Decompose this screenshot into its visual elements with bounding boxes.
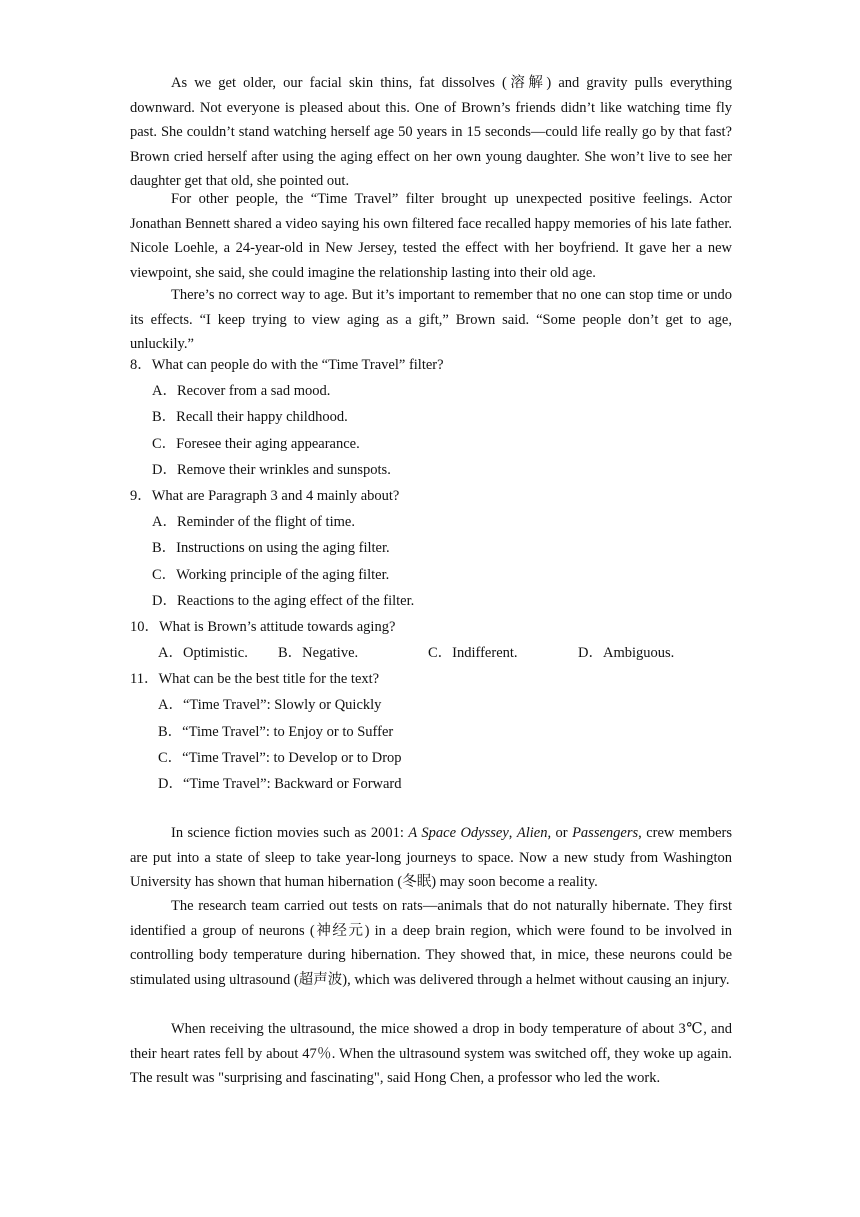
passage2-paragraph-rat-tests: The research team carried out tests on rats—animals that do not naturally hibernate. They first identified a group of neurons (神经元) in a deep brain region, which were found to be involved in controlling body temperature during hibernation. They showed that, in mice, these neurons could be stimulated using ultrasound (超声波), which was delivered through a helmet without causing an injury. (130, 898, 732, 988)
film-title-space-odyssey: A Space Odyssey (408, 825, 509, 841)
question-9-option-c: C．Working principle of the aging filter. (152, 567, 390, 583)
question-11-option-b: B．“Time Travel”: to Enjoy or to Suffer (158, 724, 394, 740)
passage1-paragraph-no-correct-way: There’s no correct way to age. But it’s important to remember that no one can stop time or undo its effects. “I keep trying to view aging as a gift,” Brown said. “Some people don’t get to age, unluckily.” (130, 287, 732, 352)
question-10-options-row (130, 641, 732, 666)
passage2-paragraph-ultrasound-results: When receiving the ultrasound, the mice showed a drop in body temperature of about 3℃, and their heart rates fell by about 47％. When the ultrasound system was switched off, they woke up again. The result was "surprising and fascinating", said Hong Chen, a professor who led the work. (130, 1021, 732, 1086)
question-11-option-d: D．“Time Travel”: Backward or Forward (158, 776, 402, 792)
question-8-option-d: D．Remove their wrinkles and sunspots. (152, 462, 391, 478)
passage2-intro-separator-2: , or (547, 825, 573, 841)
question-11-option-a: A．“Time Travel”: Slowly or Quickly (158, 697, 382, 713)
question-8-option-a: A．Recover from a sad mood. (152, 383, 331, 399)
passage2-intro-separator-1: , (508, 825, 517, 841)
question-11-stem: 11．What can be the best title for the text? (130, 671, 380, 687)
question-9-option-d: D．Reactions to the aging effect of the filter. (152, 593, 415, 609)
passage2-paragraph-hibernation-intro (130, 821, 732, 895)
film-title-alien: Alien (516, 825, 548, 841)
film-title-passengers: Passengers (572, 825, 639, 841)
question-10-option-d: D．Ambiguous. (578, 645, 675, 661)
question-10-option-a: A．Optimistic. (158, 645, 248, 661)
passage2-intro-trail-text: , crew members are put into a state of sleep to take year-long journeys to space. Now a new study from Washington University has shown that human hibernation (冬眠) may soon become a reality. (130, 825, 732, 890)
passage1-paragraph-positive-feelings: For other people, the “Time Travel” filter brought up unexpected positive feelings. Actor Jonathan Bennett shared a video saying his own filtered face recalled happy memories of his late father. Nicole Loehle, a 24-year-old in New Jersey, tested the effect with her boyfriend. It gave her a new viewpoint, she said, she could imagine the relationship lasting into their old age. (130, 191, 732, 281)
question-8-stem: 8．What can people do with the “Time Travel” filter? (130, 357, 444, 373)
question-9-option-b: B．Instructions on using the aging filter. (152, 540, 390, 556)
question-11-option-c: C．“Time Travel”: to Develop or to Drop (158, 750, 402, 766)
passage1-paragraph-aging-effects: As we get older, our facial skin thins, fat dissolves (溶解) and gravity pulls everything downward. Not everyone is pleased about this. One of Brown’s friends didn’t like watching time fly past. She couldn’t stand watching herself age 50 years in 15 seconds—could life really go by that fast? Brown cried herself after using the aging effect on her own young daughter. She won’t live to see her daughter get that old, she pointed out. (130, 75, 732, 189)
question-8-option-c: C．Foresee their aging appearance. (152, 436, 360, 452)
question-10-option-b: B．Negative. (278, 645, 359, 661)
question-10-stem: 10．What is Brown’s attitude towards aging? (130, 619, 396, 635)
question-9-stem: 9．What are Paragraph 3 and 4 mainly about? (130, 488, 400, 504)
question-9-option-a: A．Reminder of the flight of time. (152, 514, 355, 530)
passage2-intro-lead-text: In science fiction movies such as 2001: (171, 825, 409, 841)
question-10-option-c: C．Indifferent. (428, 645, 518, 661)
question-8-option-b: B．Recall their happy childhood. (152, 409, 348, 425)
